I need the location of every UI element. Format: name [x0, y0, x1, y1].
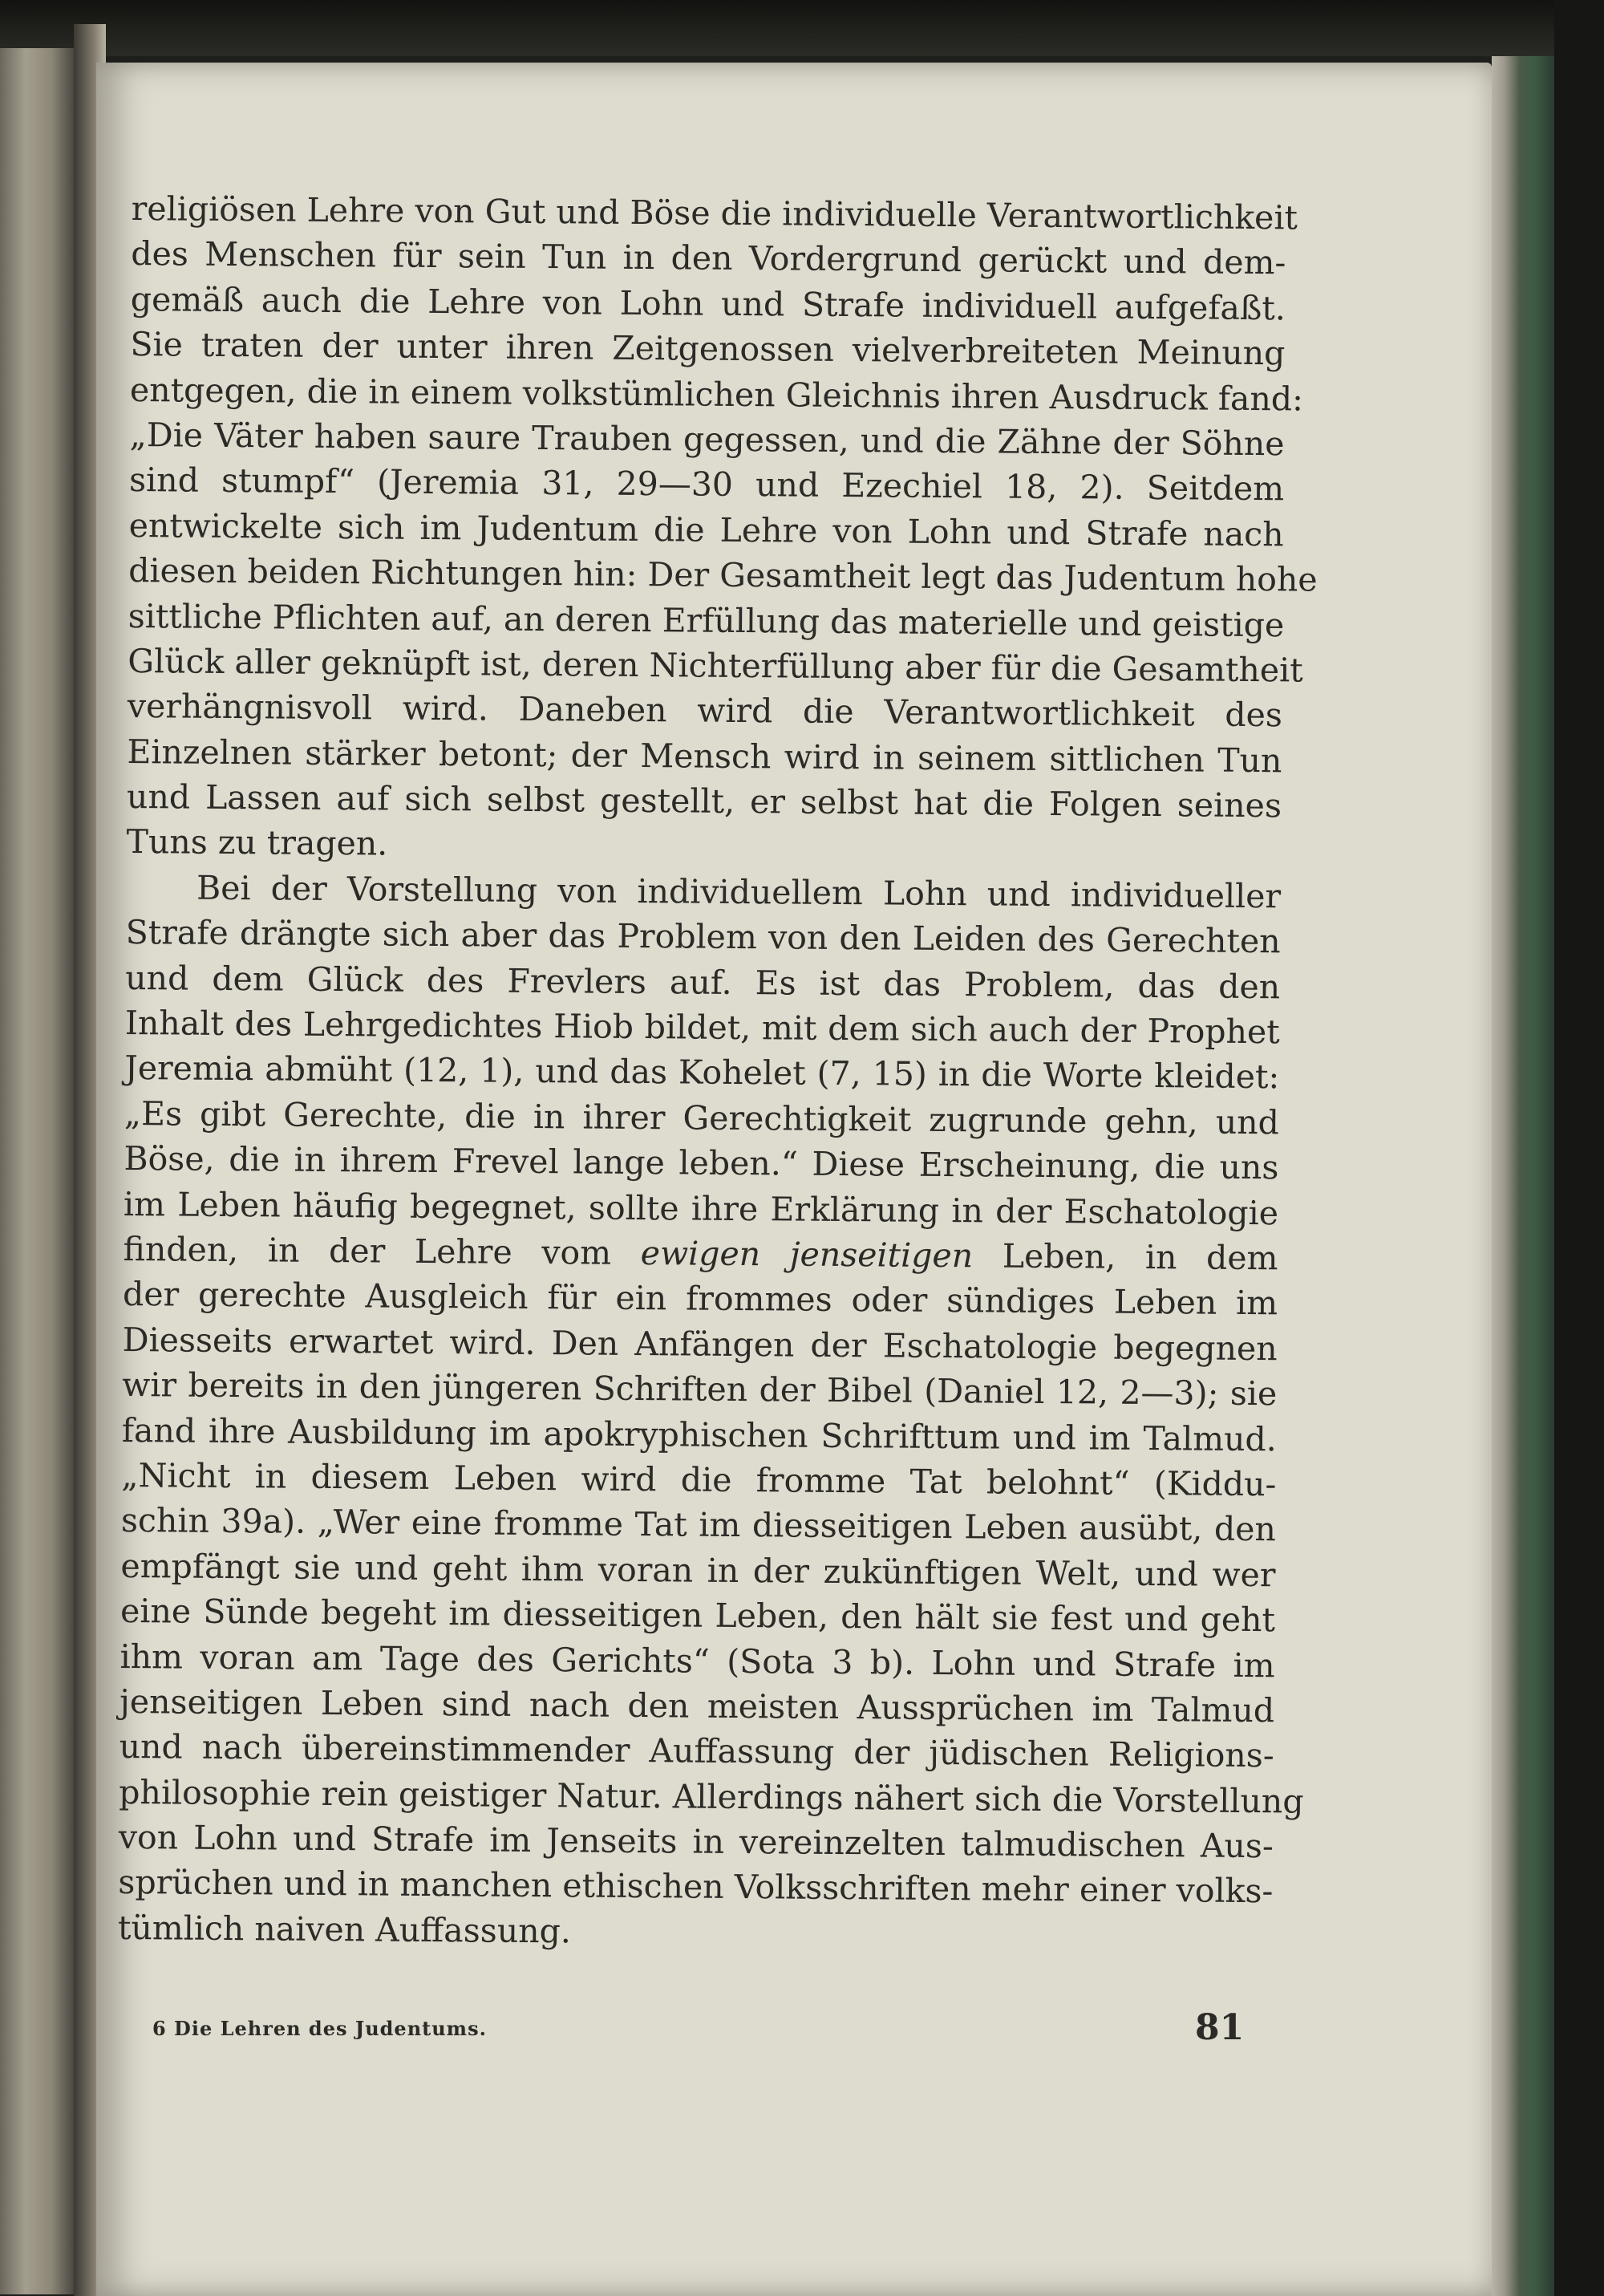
left-page-edge — [0, 48, 74, 2294]
text-line: entgegen, die in einem volkstümlichen Gleichnis ihren Ausdruck fand: — [129, 370, 1304, 419]
text-line: gemäß auch die Lehre von Lohn und Strafe individuell aufgefaßt. — [130, 279, 1286, 328]
text-line: entwickelte sich im Judentum die Lehre von Lohn und Strafe nach — [128, 505, 1284, 554]
text-line: der gerechte Ausgleich für ein frommes oder sündiges Leben im — [122, 1275, 1278, 1323]
text-line: sind stumpf“ (Jeremia 31, 29—30 und Ezechiel 18, 2). Seitdem — [128, 460, 1285, 509]
text-line: philosophie rein geistiger Natur. Allerdings nähert sich die Vorstellung — [119, 1772, 1304, 1821]
text-line: jenseitigen Leben sind nach den meisten Aussprüchen im Talmud — [119, 1681, 1275, 1730]
page-number: 81 — [1195, 2007, 1245, 2048]
text-line: Sie traten der unter ihren Zeitgenossen vielverbreiteten Meinung — [130, 325, 1286, 373]
emphasized-phrase: ewigen jenseitigen — [640, 1234, 974, 1276]
text-line: religiösen Lehre von Gut und Böse die individuelle Verantwortlichkeit — [131, 189, 1298, 237]
paragraph-end-line: Tuns zu tragen. — [126, 822, 388, 864]
text-line: sittliche Pflichten auf, an deren Erfüllung das materielle und geistige — [128, 596, 1285, 644]
text-line: Einzelnen stärker betont; der Mensch wird in seinem sittlichen Tun — [127, 732, 1282, 780]
text-line: ihm voran am Tage des Gerichts“ (Sota 3 b). Lohn und Strafe im — [119, 1637, 1275, 1685]
book-cover-edge — [1492, 56, 1554, 2296]
text-line: und nach übereinstimmender Auffassung der jüdischen Religions- — [119, 1727, 1274, 1775]
text-line: „Es gibt Gerechte, die in ihrer Gerechtigkeit zugrunde gehn, und — [124, 1093, 1280, 1142]
text-line: Böse, die in ihrem Frevel lange leben.“ Diese Erscheinung, die uns — [124, 1139, 1279, 1187]
text-segment: finden, in der Lehre vom — [123, 1229, 641, 1273]
text-line: Strafe drängte sich aber das Problem von den Leiden des Gerechten — [125, 913, 1281, 961]
text-line: sprüchen und in manchen ethischen Volksschriften mehr einer volks- — [118, 1863, 1274, 1911]
page-body-text — [117, 186, 1318, 1959]
text-line: des Menschen für sein Tun in den Vordergrund gerückt und dem- — [131, 234, 1286, 282]
text-line: von Lohn und Strafe im Jenseits in vereinzelten talmudischen Aus- — [118, 1817, 1274, 1866]
scan-background-right — [1554, 0, 1604, 2296]
paragraph-start-line: Bei der Vorstellung von individuellem Lohn und individueller — [196, 868, 1282, 916]
text-line: empfängt sie und geht ihm voran in der zukünftigen Welt, und wer — [120, 1546, 1276, 1594]
text-segment: Leben, in dem — [972, 1236, 1278, 1278]
text-line: „Nicht in diesem Leben wird die fromme Tat belohnt“ (Kiddu- — [121, 1455, 1277, 1504]
text-line: diesen beiden Richtungen hin: Der Gesamtheit legt das Judentum hohe — [128, 551, 1318, 599]
text-line: eine Sünde begeht im diesseitigen Leben, den hält sie fest und geht — [119, 1592, 1276, 1640]
text-line: und Lassen auf sich selbst gestellt, er selbst hat die Folgen seines — [126, 777, 1282, 826]
text-line: wir bereits in den jüngeren Schriften der Bibel (Daniel 12, 2—3); sie — [122, 1365, 1278, 1414]
text-line: Glück aller geknüpft ist, deren Nichterfüllung aber für die Gesamtheit — [128, 641, 1303, 690]
paragraph-end-line: tümlich naiven Auffassung. — [117, 1908, 572, 1951]
text-line: schin 39a). „Wer eine fromme Tat im diesseitigen Leben ausübt, den — [120, 1501, 1277, 1549]
text-line: im Leben häufig begegnet, sollte ihre Erklärung in der Eschatologie — [123, 1184, 1279, 1232]
text-line: Diesseits erwartet wird. Den Anfängen der Eschatologie begegnen — [122, 1320, 1278, 1369]
text-line: fand ihre Ausbildung im apokryphischen Schrifttum und im Talmud. — [121, 1410, 1277, 1458]
text-line: Inhalt des Lehrgedichtes Hiob bildet, mit dem sich auch der Prophet — [124, 1003, 1280, 1052]
text-line: verhängnisvoll wird. Daneben wird die Verantwortlichkeit des — [127, 687, 1283, 735]
scan-background-top — [0, 0, 1604, 56]
text-line: und dem Glück des Frevlers auf. Es ist das Problem, das den — [125, 958, 1281, 1006]
text-line: „Die Väter haben saure Trauben gegessen, und die Zähne der Söhne — [129, 415, 1285, 464]
signature-mark: 6 Die Lehren des Judentums. — [152, 2017, 487, 2040]
text-line: Jeremia abmüht (12, 1), und das Kohelet (7, 15) in die Worte kleidet: — [124, 1049, 1280, 1097]
